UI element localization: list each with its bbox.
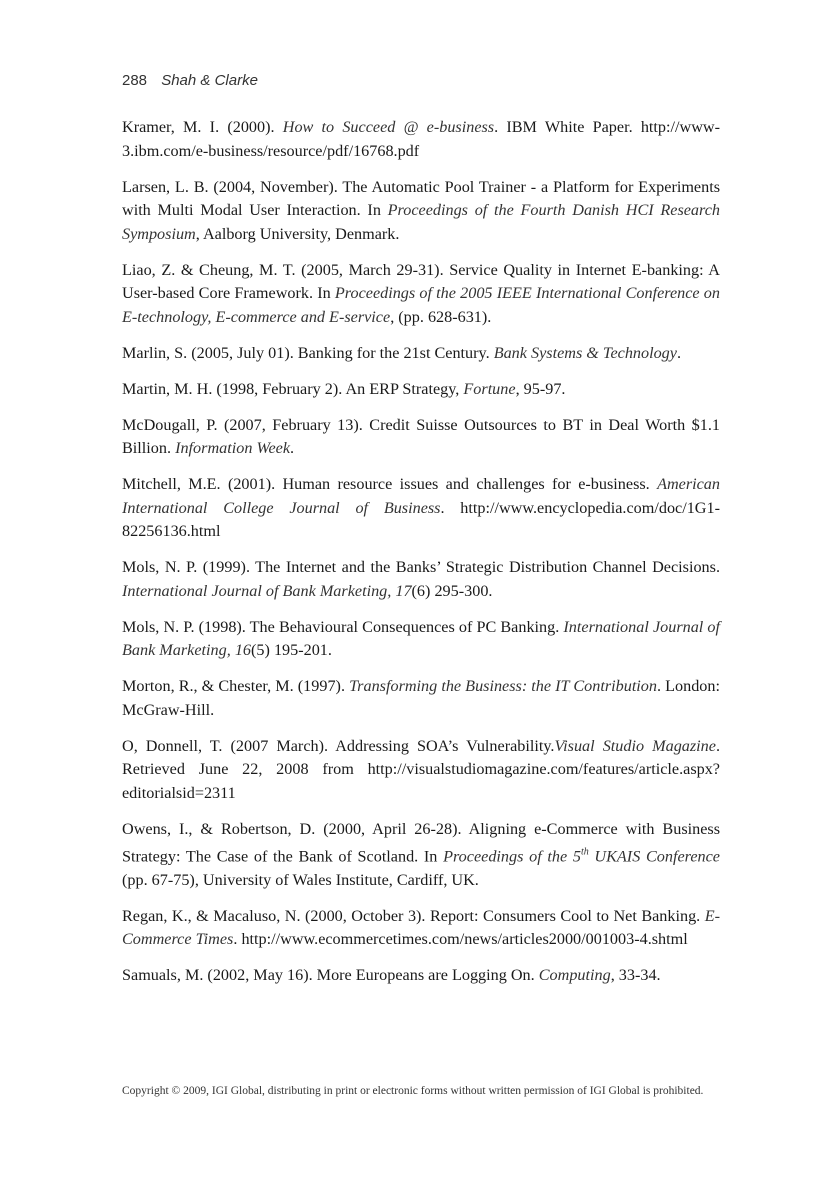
reference-text: . IBM White Paper. http://www-3.ibm.com/e-business/resource/pdf/16768.pdf — [122, 118, 720, 160]
reference-text: Martin, M. H. (1998, February 2). An ERP Strategy, — [122, 379, 464, 398]
running-header-authors: Shah & Clarke — [161, 72, 258, 89]
copyright-footer: Copyright © 2009, IGI Global, distributing in print or electronic forms without written permission of IGI Global is prohibited. — [122, 1085, 704, 1097]
reference-text: Marlin, S. (2005, July 01). Banking for the 21st Century. — [122, 343, 494, 362]
reference-text: . — [290, 439, 295, 457]
reference-text: (pp. 67-75), University of Wales Institute, Cardiff, UK. — [122, 870, 479, 889]
reference-title-italic: Computing — [538, 966, 611, 985]
reference-title-italic: Proceedings of the 5 — [443, 847, 581, 866]
reference-text: Samuals, M. (2002, May 16). More Europeans are Logging On. — [122, 966, 539, 985]
reference-title-italic: th — [580, 847, 589, 858]
reference-title-italic: E-Commerce Times — [122, 906, 720, 949]
reference-text: (6) 295-300. — [411, 581, 493, 600]
reference-text: Owens, I., & Robertson, D. (2000, April 26-28). Aligning e-Commerce with Business Strategy: The Case of the Bank of Scotland. In — [122, 819, 720, 866]
reference-text: . http://www.encyclopedia.com/doc/1G1-82256136.html — [122, 498, 720, 540]
reference-entry — [122, 964, 720, 988]
reference-entry — [122, 735, 720, 806]
reference-text: McDougall, P. (2007, February 13). Credit Suisse Outsources to BT in Deal Worth $1.1 Billion. — [122, 415, 720, 457]
reference-text: . http://www.ecommercetimes.com/news/articles2000/001003-4.shtml — [233, 930, 688, 949]
reference-title-italic: Proceedings of the 2005 IEEE International Conference on E-technology, E-commerce and E-service — [122, 284, 720, 326]
reference-text: , 95-97. — [515, 379, 566, 398]
reference-entry — [122, 176, 720, 247]
reference-text: Mitchell, M.E. (2001). Human resource issues and challenges for e-business. — [122, 475, 658, 493]
reference-text: , (pp. 628-631). — [390, 307, 492, 326]
reference-text: Larsen, L. B. (2004, November). The Automatic Pool Trainer - a Platform for Experiments with Multi Modal User Interaction. In — [122, 177, 720, 219]
reference-text: . Retrieved June 22, 2008 from http://visualstudiomagazine.com/features/article.aspx? editorialsid=2311 — [122, 736, 720, 802]
reference-title-italic: Transforming the Business: the IT Contribution — [349, 677, 657, 695]
reference-title-italic: American International College Journal of Business — [122, 475, 720, 517]
reference-text: O, Donnell, T. (2007 March). Addressing SOA’s Vulnerability. — [122, 736, 555, 755]
reference-text: Kramer, M. I. (2000). — [122, 118, 283, 136]
reference-entry — [122, 818, 720, 893]
reference-entry — [122, 259, 720, 330]
reference-title-italic: International Journal of Bank Marketing, 16 — [122, 617, 720, 659]
reference-text: . London: McGraw-Hill. — [122, 677, 720, 719]
reference-text: Morton, R., & Chester, M. (1997). — [122, 677, 350, 695]
reference-text: , 33-34. — [610, 966, 661, 985]
reference-entry — [122, 905, 720, 952]
reference-text: Mols, N. P. (1998). The Behavioural Consequences of PC Banking. — [122, 617, 564, 636]
reference-entry — [122, 473, 720, 544]
reference-title-italic: International Journal of Bank Marketing, 17 — [122, 581, 412, 600]
reference-title-italic: Fortune — [463, 379, 516, 398]
reference-entry — [122, 675, 720, 722]
reference-list — [122, 116, 720, 1000]
reference-text: Regan, K., & Macaluso, N. (2000, October 3). Report: Consumers Cool to Net Banking. — [122, 906, 705, 925]
reference-entry — [122, 414, 720, 461]
reference-title-italic: Visual Studio Magazine — [554, 736, 716, 755]
reference-entry — [122, 556, 720, 603]
running-header — [122, 72, 258, 89]
reference-entry — [122, 342, 720, 366]
reference-title-italic: Information Week — [175, 439, 291, 457]
reference-title-italic: Proceedings of the Fourth Danish HCI Research Symposium — [122, 201, 720, 243]
reference-title-italic: UKAIS Conference — [588, 847, 720, 866]
reference-text: , Aalborg University, Denmark. — [195, 224, 400, 243]
reference-entry — [122, 378, 720, 402]
reference-text: Liao, Z. & Cheung, M. T. (2005, March 29-31). Service Quality in Internet E-banking: A User-based Core Framework. In — [122, 260, 720, 302]
reference-title-italic: Bank Systems & Technology — [493, 343, 677, 362]
page-number: 288 — [122, 72, 148, 89]
reference-text: Mols, N. P. (1999). The Internet and the Banks’ Strategic Distribution Channel Decisions. — [122, 558, 720, 576]
reference-text: . — [676, 343, 682, 362]
reference-text: (5) 195-201. — [251, 641, 332, 659]
reference-entry — [122, 116, 720, 163]
reference-title-italic: How to Succeed @ e-business — [282, 118, 495, 136]
reference-entry — [122, 616, 720, 663]
